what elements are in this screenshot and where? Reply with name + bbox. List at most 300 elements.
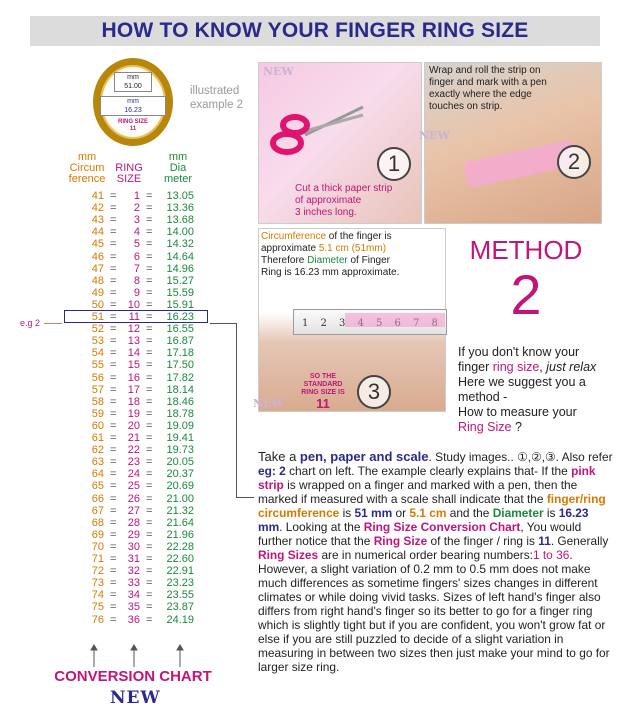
photo2-caption	[429, 65, 547, 113]
ring-circumference-unit: mm	[127, 74, 139, 81]
ring-size-cell: 1	[133, 190, 140, 202]
ring-size-cell: 23	[127, 456, 140, 469]
body-p1a: Take a	[258, 449, 300, 464]
circumference-cell: 58	[91, 395, 104, 408]
equals-sign: =	[110, 190, 117, 202]
equals-sign: =	[110, 407, 117, 420]
equals-sign: =	[146, 190, 153, 202]
table-row	[70, 432, 200, 444]
circumference-cell: 52	[91, 323, 104, 336]
circumference-cell: 49	[91, 286, 104, 299]
equals-sign: =	[146, 516, 153, 529]
ring-circumference-label	[114, 72, 152, 92]
body-p2h: 51 mm	[354, 506, 393, 520]
ring-size-cell: 8	[133, 274, 140, 287]
chart-header-diameter	[156, 152, 200, 185]
photo-step-2	[419, 62, 602, 224]
table-row	[70, 517, 200, 529]
table-row	[70, 226, 200, 238]
equals-sign: =	[146, 601, 153, 614]
diameter-cell: 20.37	[166, 468, 194, 481]
diameter-cell: 15.59	[166, 286, 194, 299]
equals-sign: =	[146, 250, 153, 263]
intro-l3: Here we suggest you a method -	[458, 375, 586, 404]
std-size-value: 11	[316, 396, 330, 411]
equals-sign: =	[110, 553, 117, 565]
diameter-cell: 19.41	[166, 432, 194, 444]
ring-size-cell: 30	[127, 540, 140, 553]
diameter-cell: 20.69	[166, 480, 194, 493]
equals-sign: =	[146, 383, 153, 396]
intro-text	[458, 345, 608, 435]
circumference-cell: 57	[91, 383, 104, 396]
diameter-cell: 20.05	[166, 456, 194, 469]
equals-sign: =	[146, 432, 153, 444]
body-p2i: or	[392, 506, 410, 520]
ring-size-cell: 16	[127, 371, 140, 384]
ring-size-cell: 21	[127, 432, 140, 444]
circumference-cell: 63	[91, 456, 104, 469]
body-p2q: , You would further notice that the	[258, 520, 582, 548]
ring-size-cell: 18	[127, 395, 140, 408]
equals-sign: =	[110, 323, 117, 336]
ruler-number: 3	[339, 318, 346, 329]
photo2-caption-l3: exactly where the edge	[429, 89, 532, 100]
diameter-cell: 23.23	[166, 577, 194, 590]
example-2-arrow	[44, 323, 62, 324]
ring-size-cell: 12	[127, 323, 140, 336]
standard-ring-size-note	[287, 373, 359, 411]
ruler-number: 2	[320, 318, 327, 329]
ring-size-cell: 24	[127, 468, 140, 481]
table-row	[70, 238, 200, 250]
std-size-l1: SO THE	[309, 373, 337, 380]
body-p2s: of the finger / ring is	[427, 534, 539, 548]
circumference-cell: 46	[91, 250, 104, 263]
photo1-caption-l1: Cut a thick paper strip	[295, 183, 393, 194]
body-p2c: chart on left. The example clearly explains that- If the	[285, 464, 572, 478]
chart-header-ring-l2: SIZE	[116, 173, 142, 185]
pink-strip-on-ruler	[345, 313, 445, 327]
table-row	[70, 505, 200, 517]
table-row	[70, 408, 200, 420]
table-row	[70, 275, 200, 287]
circumference-cell: 68	[91, 516, 104, 529]
photo3-t2a: approximate	[261, 243, 319, 254]
circumference-cell: 64	[91, 468, 104, 481]
ring-size-cell: 27	[127, 504, 140, 517]
circumference-cell: 62	[91, 444, 104, 457]
chart-header-circumference-l2: ference	[68, 173, 106, 185]
circumference-cell: 45	[91, 238, 104, 251]
ring-size-cell: 17	[127, 383, 140, 396]
equals-sign: =	[146, 274, 153, 287]
ring-size-cell: 14	[127, 347, 140, 360]
diameter-cell: 15.27	[166, 274, 194, 287]
equals-sign: =	[110, 286, 117, 299]
conversion-chart-title: CONVERSION CHART	[54, 668, 212, 685]
equals-sign: =	[146, 214, 153, 227]
photo1-caption-l2: of approximate	[295, 195, 362, 206]
equals-sign: =	[146, 553, 153, 565]
body-p2t: 11	[538, 534, 551, 548]
diameter-cell: 16.23	[166, 311, 194, 323]
circumference-cell: 73	[91, 577, 104, 590]
ring-size-cell: 25	[127, 480, 140, 493]
chart-header-ring-size	[110, 163, 148, 185]
ring-size-cell: 35	[127, 601, 140, 614]
body-p2n: 16.23 mm	[258, 506, 589, 534]
photo3-watermark-logo: NEW	[253, 397, 284, 410]
equals-sign: =	[110, 432, 117, 444]
equals-sign: =	[110, 250, 117, 263]
table-row	[70, 384, 200, 396]
diameter-cell: 15.91	[166, 298, 194, 311]
table-row	[70, 589, 200, 601]
ring-size-cell: 11	[128, 311, 140, 323]
table-row	[70, 565, 200, 577]
intro-l2c: ,	[539, 360, 547, 374]
circumference-cell: 50	[91, 298, 104, 311]
equals-sign: =	[110, 359, 117, 372]
equals-sign: =	[146, 444, 153, 457]
circumference-cell: 67	[91, 504, 104, 517]
ring-size-label	[106, 119, 160, 133]
body-p2g: is	[339, 506, 355, 520]
body-p2d: pink strip	[258, 464, 596, 492]
body-p2m: is	[543, 506, 559, 520]
equals-sign: =	[146, 286, 153, 299]
diameter-cell: 14.32	[166, 238, 194, 251]
ring-circumference-value: 51.00	[124, 83, 142, 90]
table-row	[70, 601, 200, 613]
diameter-cell: 21.00	[166, 492, 194, 505]
equals-sign: =	[110, 371, 117, 384]
circumference-cell: 70	[91, 540, 104, 553]
photo3-t1a: Circumference	[261, 231, 327, 242]
diameter-cell: 24.19	[166, 613, 194, 626]
circumference-cell: 72	[91, 565, 104, 578]
intro-l1: If you don't know your	[458, 345, 580, 359]
ring-size-cell: 2	[133, 202, 140, 215]
photo-step-3	[253, 228, 446, 412]
equals-sign: =	[110, 480, 117, 493]
ring-size-cell: 13	[127, 335, 140, 348]
equals-sign: =	[110, 516, 117, 529]
illustrated-note: illustrated example 2	[190, 85, 244, 111]
ring-size-cell: 28	[127, 516, 140, 529]
equals-sign: =	[146, 565, 153, 578]
diameter-cell: 17.82	[166, 371, 194, 384]
body-p2p: Ring Size Conversion Chart	[363, 520, 521, 534]
circumference-cell: 44	[91, 226, 104, 239]
table-row	[70, 468, 200, 480]
circumference-cell: 48	[91, 274, 104, 287]
diameter-cell: 23.87	[166, 601, 194, 614]
table-row	[70, 577, 200, 589]
scissors-icon	[265, 101, 365, 161]
circumference-cell: 60	[91, 419, 104, 432]
diameter-cell: 18.46	[166, 395, 194, 408]
diameter-cell: 13.68	[166, 214, 194, 227]
diameter-cell: 13.36	[166, 202, 194, 215]
diameter-cell: 18.78	[166, 407, 194, 420]
equals-sign: =	[146, 371, 153, 384]
chart-header-diameter-unit: mm	[168, 151, 188, 163]
ring-size-cell: 32	[127, 565, 140, 578]
circumference-cell: 43	[91, 214, 104, 227]
intro-l2a: finger	[458, 360, 493, 374]
equals-sign: =	[110, 565, 117, 578]
circumference-cell: 74	[91, 589, 104, 602]
diameter-cell: 17.18	[166, 347, 194, 360]
page-title: HOW TO KNOW YOUR FINGER RING SIZE	[30, 16, 600, 46]
table-row	[70, 323, 200, 335]
intro-l5b: ?	[511, 420, 522, 434]
diameter-cell: 19.09	[166, 419, 194, 432]
method-number: 2	[510, 263, 542, 326]
ring-size-value: 11	[129, 126, 137, 132]
ring-diameter-label	[100, 96, 166, 116]
diameter-cell: 14.64	[166, 250, 194, 263]
table-row	[70, 335, 200, 347]
table-row	[70, 263, 200, 275]
photo1-caption-l3: 3 inches long.	[295, 207, 357, 218]
photo-step-1	[258, 62, 422, 224]
ring-size-cell: 6	[133, 250, 140, 263]
ring-size-cell: 31	[127, 553, 140, 565]
photo3-t2b: 5.1 cm (51mm)	[318, 243, 387, 254]
ring-size-cell: 19	[127, 407, 140, 420]
diameter-cell: 17.50	[166, 359, 194, 372]
circumference-cell: 55	[91, 359, 104, 372]
body-p2f: finger/ring circumference	[258, 492, 606, 520]
table-row	[70, 359, 200, 371]
diameter-cell: 21.96	[166, 528, 194, 541]
body-p2u: . Generally	[550, 534, 609, 548]
equals-sign: =	[110, 456, 117, 469]
ring-size-cell: 26	[127, 492, 140, 505]
ring-size-cell: 34	[127, 589, 140, 602]
instructions-body	[258, 450, 614, 674]
equals-sign: =	[110, 492, 117, 505]
connector-v	[236, 323, 237, 497]
intro-l4: How to measure your	[458, 405, 577, 419]
circumference-cell: 69	[91, 528, 104, 541]
diameter-cell: 14.00	[166, 226, 194, 239]
step-3-badge: 3	[357, 375, 391, 409]
circumference-cell: 76	[91, 613, 104, 626]
circumference-cell: 59	[91, 407, 104, 420]
ring-size-cell: 4	[133, 226, 140, 239]
equals-sign: =	[110, 577, 117, 590]
photo2-watermark-logo: NEW	[419, 129, 450, 142]
highlighted-row-box	[64, 310, 208, 323]
table-row	[70, 420, 200, 432]
circumference-cell: 51	[91, 311, 104, 323]
body-p2e: is wrapped on a finger and marked with a pen, then the marked if measured with a scale shall indicate that the	[258, 478, 578, 506]
table-row	[70, 529, 200, 541]
connector-h2	[236, 497, 254, 498]
equals-sign: =	[110, 601, 117, 614]
photo1-caption	[295, 183, 392, 219]
chart-header-circumference	[66, 152, 108, 185]
intro-l2d: just relax	[546, 360, 597, 374]
ring-size-cell: 20	[127, 419, 140, 432]
table-row	[70, 541, 200, 553]
equals-sign: =	[110, 528, 117, 541]
body-p2j: 5.1 cm	[409, 506, 447, 520]
step-1-badge: 1	[377, 147, 411, 181]
photo3-measurement-note	[261, 231, 399, 279]
equals-sign: =	[110, 540, 117, 553]
table-row	[70, 444, 200, 456]
photo3-t3b: Diameter	[307, 255, 348, 266]
circumference-cell: 53	[91, 335, 104, 348]
table-row	[70, 202, 200, 214]
diameter-cell: 22.28	[166, 540, 194, 553]
diameter-cell: 13.05	[166, 190, 194, 202]
equals-sign: =	[110, 311, 117, 323]
equals-sign: =	[110, 262, 117, 275]
ring-size-caption: RING SIZE	[117, 119, 148, 125]
std-size-l3: RING SIZE IS	[301, 389, 345, 396]
step-2-badge: 2	[557, 145, 591, 179]
ring-size-cell: 22	[127, 444, 140, 457]
body-p2r: Ring Size	[373, 534, 428, 548]
equals-sign: =	[110, 274, 117, 287]
diameter-cell: 22.60	[166, 553, 194, 565]
table-row	[70, 493, 200, 505]
body-p2l: Diameter	[492, 506, 544, 520]
body-p1c: . Study images.. ①,②,③.	[428, 450, 559, 464]
table-row	[70, 372, 200, 384]
equals-sign: =	[110, 589, 117, 602]
equals-sign: =	[110, 419, 117, 432]
equals-sign: =	[110, 335, 117, 348]
equals-sign: =	[146, 323, 153, 336]
equals-sign: =	[146, 347, 153, 360]
equals-sign: =	[110, 202, 117, 215]
equals-sign: =	[146, 504, 153, 517]
table-row	[70, 456, 200, 468]
equals-sign: =	[146, 395, 153, 408]
chart-header-diameter-l1: Dia	[169, 162, 187, 174]
equals-sign: =	[146, 262, 153, 275]
body-p2o: . Looking at the	[279, 520, 364, 534]
circumference-cell: 71	[91, 553, 104, 565]
ring-size-cell: 33	[127, 577, 140, 590]
diameter-cell: 21.64	[166, 516, 194, 529]
photo2-caption-l1: Wrap and roll the strip on	[429, 65, 541, 76]
circumference-cell: 66	[91, 492, 104, 505]
diameter-cell: 16.87	[166, 335, 194, 348]
new-logo: NEW	[110, 688, 161, 708]
body-p1b: pen, paper and scale	[299, 449, 429, 464]
equals-sign: =	[146, 528, 153, 541]
example-2-label: e.g 2	[20, 318, 41, 328]
equals-sign: =	[146, 311, 153, 323]
body-p2a: Also refer	[561, 450, 613, 464]
equals-sign: =	[146, 577, 153, 590]
photo2-caption-l2: finger and mark with a pen	[429, 77, 547, 88]
diameter-cell: 19.73	[166, 444, 194, 457]
table-row	[70, 190, 200, 202]
intro-l5a: Ring Size	[458, 420, 512, 434]
equals-sign: =	[110, 468, 117, 481]
ruler-number: 1	[302, 318, 309, 329]
circumference-cell: 75	[91, 601, 104, 614]
method-label: METHOD	[469, 235, 583, 265]
body-p2b: eg: 2	[258, 464, 286, 478]
equals-sign: =	[146, 419, 153, 432]
body-p2v: Ring Sizes	[258, 548, 319, 562]
table-row	[70, 214, 200, 226]
body-p2k: and the	[446, 506, 493, 520]
photo3-t3a: Therefore	[261, 255, 308, 266]
equals-sign: =	[110, 298, 117, 311]
photo1-watermark-logo: NEW	[263, 65, 294, 78]
ring-size-cell: 9	[133, 286, 140, 299]
table-row	[70, 251, 200, 263]
equals-sign: =	[146, 298, 153, 311]
circumference-cell: 41	[91, 190, 104, 202]
intro-l2b: ring size	[492, 360, 540, 374]
std-size-l2: STANDARD	[303, 381, 343, 388]
equals-sign: =	[146, 359, 153, 372]
equals-sign: =	[110, 226, 117, 239]
circumference-cell: 42	[91, 202, 104, 215]
diameter-cell: 16.55	[166, 323, 194, 336]
table-row	[70, 553, 200, 565]
circumference-cell: 61	[91, 432, 104, 444]
equals-sign: =	[146, 468, 153, 481]
chart-header-circumference-unit: mm	[77, 151, 97, 163]
ring-size-cell: 10	[127, 298, 140, 311]
equals-sign: =	[146, 589, 153, 602]
circumference-cell: 47	[91, 262, 104, 275]
table-row	[70, 347, 200, 359]
chart-header-diameter-l2: meter	[163, 173, 193, 185]
equals-sign: =	[146, 226, 153, 239]
ring-size-cell: 5	[133, 238, 140, 251]
ring-size-cell: 7	[133, 262, 140, 275]
equals-sign: =	[110, 383, 117, 396]
equals-sign: =	[146, 456, 153, 469]
table-row	[70, 480, 200, 492]
equals-sign: =	[146, 480, 153, 493]
equals-sign: =	[146, 202, 153, 215]
equals-sign: =	[110, 504, 117, 517]
ring-size-cell: 3	[133, 214, 140, 227]
equals-sign: =	[110, 214, 117, 227]
ring-size-cell: 15	[127, 359, 140, 372]
photo3-t3c: of Finger	[347, 255, 390, 266]
ring-diameter-unit: mm	[127, 98, 139, 105]
diameter-cell: 18.14	[166, 383, 194, 396]
body-p2x: 1 to 36	[532, 548, 570, 562]
photo3-t4: Ring is 16.23 mm approximate.	[261, 267, 400, 278]
table-row	[70, 287, 200, 299]
equals-sign: =	[146, 238, 153, 251]
chart-up-arrows	[88, 645, 188, 667]
equals-sign: =	[110, 238, 117, 251]
chart-header-circumference-l1: Circum	[69, 162, 105, 174]
circumference-cell: 56	[91, 371, 104, 384]
equals-sign: =	[110, 395, 117, 408]
equals-sign: =	[146, 407, 153, 420]
circumference-cell: 65	[91, 480, 104, 493]
